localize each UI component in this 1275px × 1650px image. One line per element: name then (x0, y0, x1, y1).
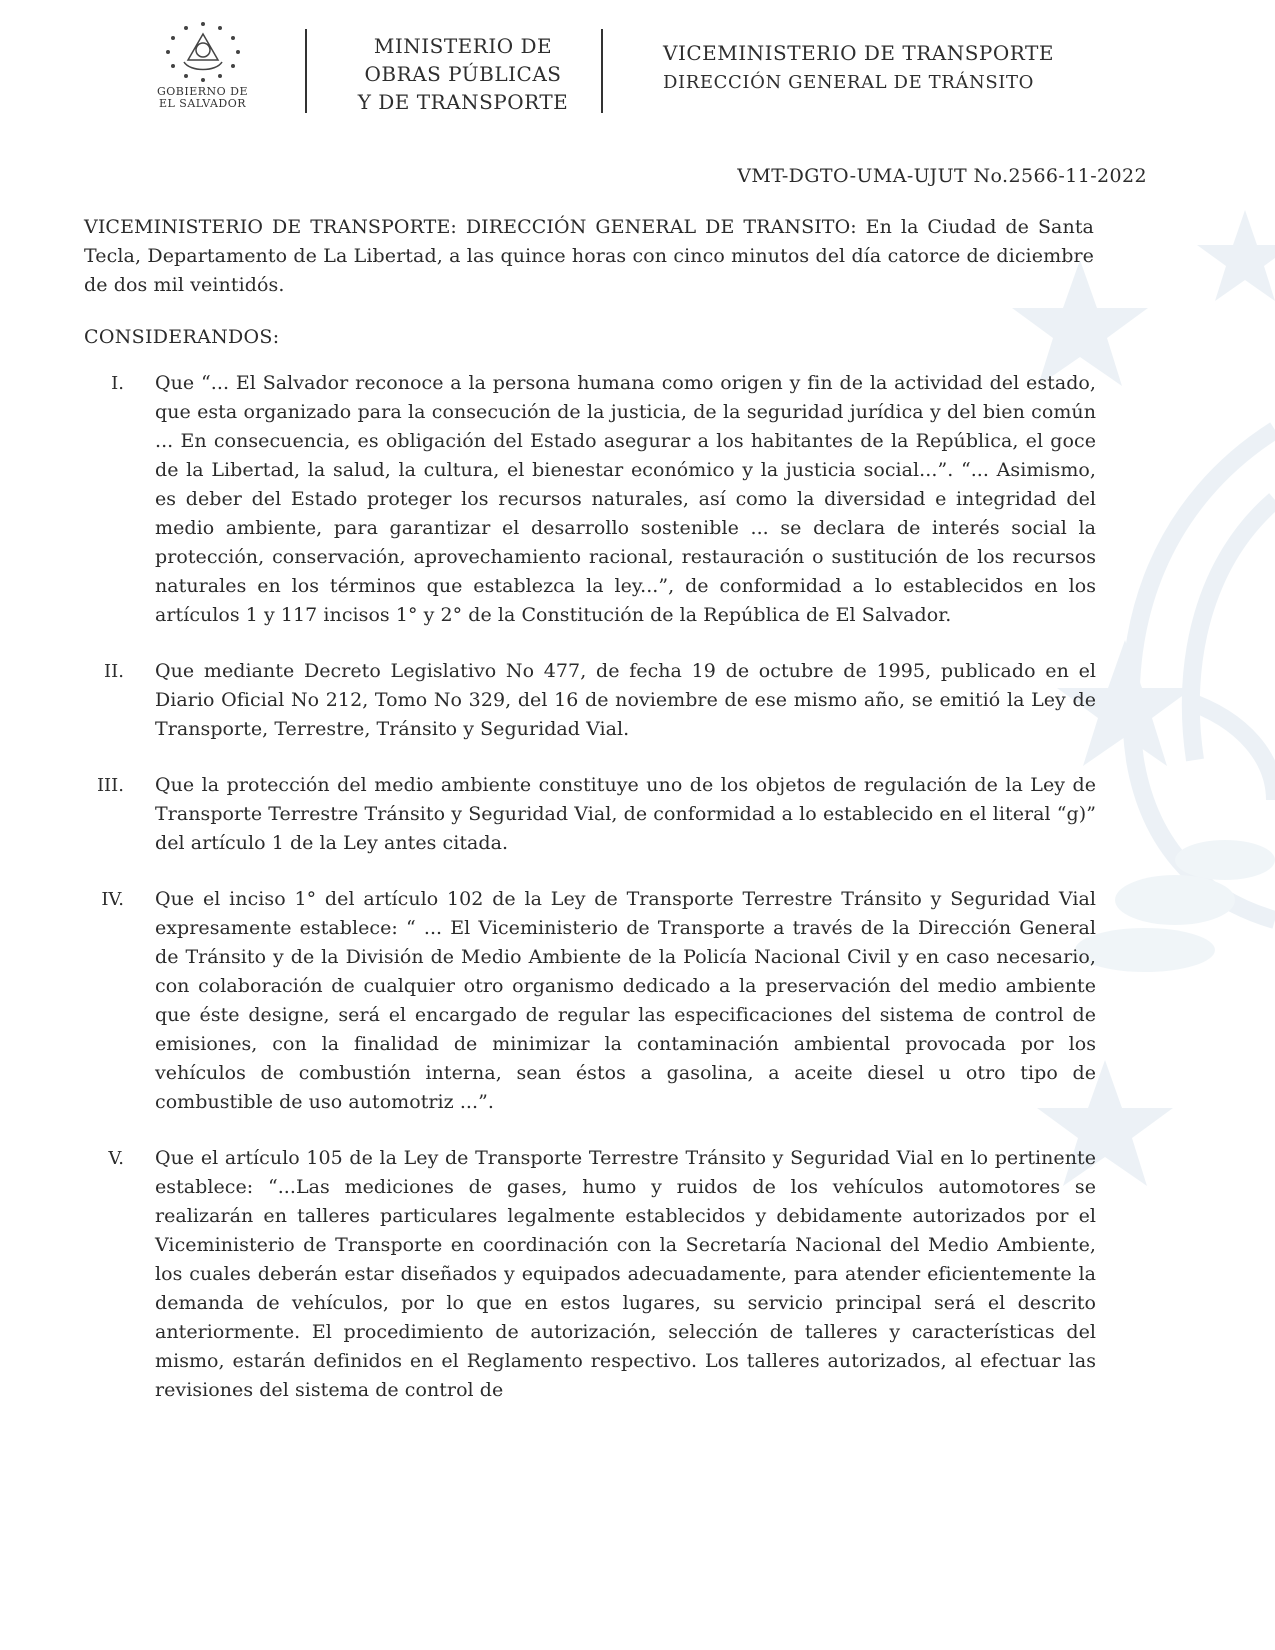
item-text: Que el artículo 105 de la Ley de Transporte Terrestre Tránsito y Seguridad Vial en lo pertinente establece: “...Las mediciones de gases, humo y ruidos de los vehículos automotores se realizarán en talleres particulares legalmente establecidos y debidamente autorizados por el Viceministerio de Transporte en coordinación con la Secretaría Nacional del Medio Ambiente, los cuales deberán estar diseñados y equipados adecuadamente, para atender eficientemente la demanda de vehículos, por lo que en estos lugares, su servicio principal será el descrito anteriormente. El procedimiento de autorización, selección de talleres y características del mismo, estarán definidos en el Reglamento respectivo. Los talleres autorizados, al efectuar las revisiones del sistema de control de (155, 1147, 1096, 1401)
item-text: Que el inciso 1° del artículo 102 de la Ley de Transporte Terrestre Tránsito y Seguridad Vial expresamente establece: “ ... El Viceministerio de Transporte a través de la Dirección General de Tránsito y de la División de Medio Ambiente de la Policía Nacional Civil y en caso necesario, con colaboración de cualquier otro organismo dedicado a la preservación del medio ambiente que éste designe, será el encargado de regular las especificaciones del sistema de control de emisiones, con la finalidad de minimizar la contaminación ambiental provocada por los vehículos de combustión interna, sean éstos a gasolina, a aceite diesel u otro tipo de combustible de uso automotriz ...”. (155, 888, 1096, 1113)
seal-caption-line: EL SALVADOR (158, 97, 247, 110)
ministry-line: OBRAS PÚBLICAS (364, 62, 562, 86)
item-number: II. (104, 661, 124, 682)
considerando-item (84, 657, 1096, 744)
vice-ministry-line: VICEMINISTERIO DE TRANSPORTE (663, 41, 1054, 65)
vice-ministry-name (663, 38, 1054, 98)
considerando-item (84, 1144, 1096, 1405)
seal-caption (140, 86, 265, 110)
directorate-line: DIRECCIÓN GENERAL DE TRÁNSITO (663, 72, 1034, 93)
item-number: V. (108, 1148, 124, 1169)
ministry-line: MINISTERIO DE (373, 34, 553, 58)
intro-paragraph: VICEMINISTERIO DE TRANSPORTE: DIRECCIÓN GENERAL DE TRANSITO: En la Ciudad de Santa Tecla, Departamento de La Libertad, a las quince horas con cinco minutos del día catorce de diciembre de dos mil veintidós. (84, 216, 1094, 296)
document-number: VMT-DGTO-UMA-UJUT No.2566-11-2022 (737, 165, 1147, 187)
considerando-item (84, 885, 1096, 1117)
considerandos-list (84, 369, 1096, 1432)
item-number: III. (96, 775, 124, 796)
header-divider (305, 29, 307, 113)
letterhead (0, 14, 1275, 119)
considerando-item (84, 771, 1096, 858)
item-number: I. (111, 373, 124, 394)
item-text: Que la protección del medio ambiente constituye uno de los objetos de regulación de la Ley de Transporte Terrestre Tránsito y Seguridad Vial, de conformidad a lo establecido en el literal “g)” del artículo 1 de la Ley antes citada. (155, 774, 1096, 854)
considerando-item (84, 369, 1096, 630)
item-number: IV. (101, 889, 124, 910)
considerandos-heading: CONSIDERANDOS: (84, 326, 280, 348)
seal-caption-line: GOBIERNO DE (156, 85, 249, 98)
item-text: Que mediante Decreto Legislativo No 477, de fecha 19 de octubre de 1995, publicado en el Diario Oficial No 212, Tomo No 329, del 16 de noviembre de ese mismo año, se emitió la Ley de Transporte, Terrestre, Tránsito y Seguridad Vial. (155, 660, 1096, 740)
ministry-line: Y DE TRANSPORTE (357, 90, 569, 114)
ministry-name (348, 32, 578, 116)
item-text: Que “... El Salvador reconoce a la persona humana como origen y fin de la actividad del estado, que esta organizado para la consecución de la justicia, de la seguridad jurídica y del bien común ... En consecuencia, es obligación del Estado asegurar a los habitantes de la República, el goce de la Libertad, la salud, la cultura, el bienestar económico y la justicia social...”. “... Asimismo, es deber del Estado proteger los recursos naturales, así como la diversidad e integridad del medio ambiente, para garantizar el desarrollo sostenible ... se declara de interés social la protección, conservación, aprovechamiento racional, restauración o sustitución de los recursos naturales en los términos que establezca la ley...”, de conformidad a lo establecidos en los artículos 1 y 117 incisos 1° y 2° de la Constitución de la República de El Salvador. (155, 372, 1096, 626)
watermark-star-icon (1197, 210, 1275, 301)
header-divider (601, 29, 603, 113)
